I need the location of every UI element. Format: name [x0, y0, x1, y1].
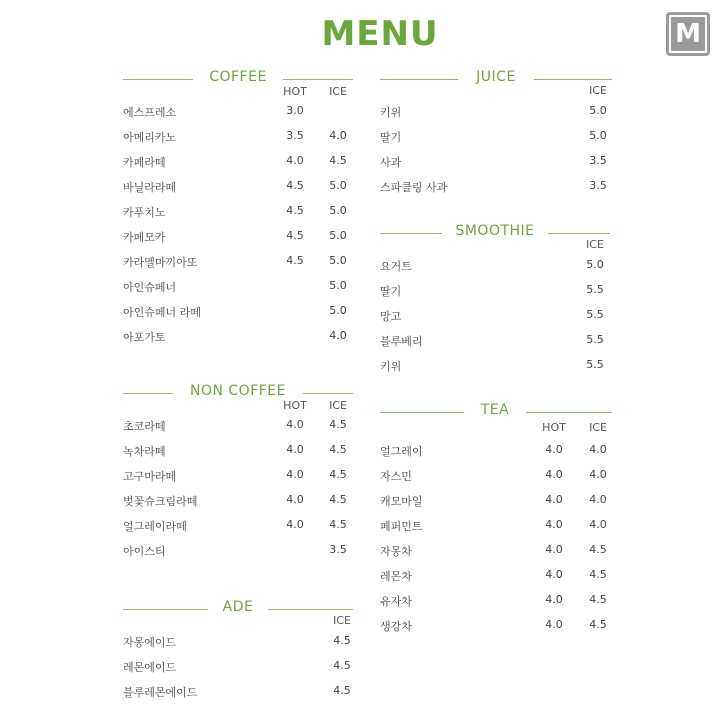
- hot-price: 4.0: [545, 593, 563, 606]
- ice-price: 4.0: [589, 443, 607, 456]
- menu-item-name: 자몽에이드: [123, 636, 177, 649]
- menu-item-row: [123, 279, 353, 297]
- ice-price: 5.0: [329, 204, 347, 217]
- ice-price: 4.5: [589, 618, 607, 631]
- hot-price: 4.5: [286, 229, 304, 242]
- ice-price: 5.5: [586, 308, 604, 321]
- logo-letter: M: [671, 17, 705, 51]
- menu-item-name: 키위: [380, 360, 402, 373]
- menu-item-name: 사과: [380, 156, 402, 169]
- ade-section: [123, 598, 353, 708]
- divider: [283, 79, 353, 80]
- hot-price: 4.0: [286, 518, 304, 531]
- menu-item-name: 자스민: [380, 470, 412, 483]
- menu-item-name: 카페라떼: [123, 156, 166, 169]
- menu-item-row: [380, 493, 612, 511]
- menu-title: MENU: [321, 14, 439, 54]
- menu-item-name: 카푸치노: [123, 206, 166, 219]
- tea-title: TEA: [480, 402, 510, 418]
- menu-item-row: [380, 333, 610, 351]
- ice-column-header: ICE: [589, 421, 607, 434]
- menu-item-row: [380, 129, 612, 147]
- menu-item-name: 고구마라떼: [123, 470, 177, 483]
- menu-item-row: [380, 618, 612, 636]
- menu-item-name: 블루레몬에이드: [123, 686, 198, 699]
- menu-item-row: [123, 468, 353, 486]
- menu-item-row: [123, 229, 353, 247]
- menu-item-row: [123, 659, 353, 677]
- divider: [534, 79, 612, 80]
- menu-item-row: [380, 443, 612, 461]
- hot-column-header: HOT: [283, 85, 307, 98]
- menu-item-row: [380, 468, 612, 486]
- hot-price: 4.0: [545, 493, 563, 506]
- divider: [123, 79, 193, 80]
- menu-item-name: 초코라떼: [123, 420, 166, 433]
- ice-price: 4.5: [333, 684, 351, 697]
- hot-price: 4.0: [545, 468, 563, 481]
- divider: [548, 233, 610, 234]
- hot-price: 4.0: [286, 154, 304, 167]
- menu-item-name: 얼그레이라떼: [123, 520, 187, 533]
- ice-column-header: ICE: [589, 84, 607, 97]
- m-logo-icon: [666, 12, 710, 56]
- ice-price: 5.5: [586, 358, 604, 371]
- ice-price: 4.0: [329, 329, 347, 342]
- menu-item-row: [123, 543, 353, 561]
- hot-price: 4.0: [545, 443, 563, 456]
- menu-item-name: 키위: [380, 106, 402, 119]
- divider: [526, 412, 612, 413]
- menu-item-row: [123, 129, 353, 147]
- menu-item-name: 생강차: [380, 620, 412, 633]
- ice-price: 4.0: [589, 468, 607, 481]
- menu-item-name: 아인슈페너: [123, 281, 177, 294]
- hot-price: 4.0: [286, 493, 304, 506]
- hot-price: 3.5: [286, 129, 304, 142]
- menu-item-name: 자몽차: [380, 545, 412, 558]
- menu-item-row: [380, 518, 612, 536]
- menu-item-row: [123, 304, 353, 322]
- menu-item-name: 녹차라떼: [123, 445, 166, 458]
- divider: [123, 393, 173, 394]
- menu-item-row: [380, 568, 612, 586]
- divider: [268, 609, 353, 610]
- divider: [380, 233, 442, 234]
- menu-item-name: 망고: [380, 310, 402, 323]
- hot-price: 4.0: [545, 618, 563, 631]
- ice-price: 4.5: [333, 634, 351, 647]
- ice-column-header: ICE: [329, 85, 347, 98]
- menu-item-name: 아인슈페너 라떼: [123, 306, 201, 319]
- menu-item-row: [380, 358, 610, 376]
- hot-price: 4.5: [286, 179, 304, 192]
- ice-column-header: ICE: [329, 399, 347, 412]
- ice-price: 4.5: [329, 518, 347, 531]
- ice-price: 4.5: [333, 659, 351, 672]
- menu-item-name: 딸기: [380, 131, 402, 144]
- menu-item-row: [380, 104, 612, 122]
- hot-price: 3.0: [286, 104, 304, 117]
- non-coffee-section: [123, 382, 353, 562]
- hot-price: 4.0: [545, 543, 563, 556]
- smoothie-title: SMOOTHIE: [455, 223, 535, 239]
- menu-item-name: 유자차: [380, 595, 412, 608]
- menu-item-name: 바닐라라떼: [123, 181, 177, 194]
- menu-item-row: [380, 154, 612, 172]
- ade-title: ADE: [222, 599, 254, 615]
- menu-item-row: [380, 179, 612, 197]
- menu-item-name: 페퍼민트: [380, 520, 423, 533]
- hot-column-header: HOT: [542, 421, 566, 434]
- ice-price: 5.0: [329, 304, 347, 317]
- menu-item-row: [123, 179, 353, 197]
- ade-header: [123, 598, 353, 620]
- ice-price: 5.0: [589, 104, 607, 117]
- hot-column-header: HOT: [283, 399, 307, 412]
- ice-price: 4.5: [329, 154, 347, 167]
- ice-price: 5.5: [586, 333, 604, 346]
- ice-price: 3.5: [589, 154, 607, 167]
- menu-item-name: 아메리카노: [123, 131, 177, 144]
- menu-item-name: 얼그레이: [380, 445, 423, 458]
- smoothie-section: [380, 222, 610, 382]
- non-coffee-title: NON COFFEE: [189, 383, 286, 399]
- coffee-section: [123, 68, 353, 358]
- ice-price: 5.5: [586, 283, 604, 296]
- ice-price: 5.0: [329, 254, 347, 267]
- menu-item-row: [123, 443, 353, 461]
- ice-price: 4.0: [329, 129, 347, 142]
- menu-item-name: 아포가토: [123, 331, 166, 344]
- ice-price: 4.5: [329, 493, 347, 506]
- menu-item-name: 딸기: [380, 285, 402, 298]
- menu-item-name: 스파클링 사과: [380, 181, 448, 194]
- ice-column-header: ICE: [333, 614, 351, 627]
- tea-section: [380, 401, 612, 641]
- menu-item-name: 카라멜마끼아또: [123, 256, 198, 269]
- menu-item-row: [123, 418, 353, 436]
- hot-price: 4.0: [286, 443, 304, 456]
- menu-item-name: 요거트: [380, 260, 412, 273]
- ice-price: 5.0: [329, 179, 347, 192]
- coffee-title: COFFEE: [209, 69, 267, 85]
- menu-item-row: [123, 493, 353, 511]
- ice-price: 4.5: [589, 543, 607, 556]
- divider: [380, 79, 458, 80]
- ice-price: 4.0: [589, 518, 607, 531]
- menu-item-row: [123, 104, 353, 122]
- menu-item-name: 레몬에이드: [123, 661, 177, 674]
- menu-item-name: 벚꽃슈크림라떼: [123, 495, 198, 508]
- menu-item-name: 아이스티: [123, 545, 166, 558]
- ice-price: 3.5: [329, 543, 347, 556]
- ice-price: 5.0: [586, 258, 604, 271]
- ice-price: 4.5: [589, 593, 607, 606]
- ice-price: 4.5: [329, 443, 347, 456]
- menu-item-row: [380, 308, 610, 326]
- tea-header: [380, 401, 612, 423]
- menu-item-row: [123, 254, 353, 272]
- menu-item-name: 에스프레소: [123, 106, 177, 119]
- ice-column-header: ICE: [586, 238, 604, 251]
- juice-title: JUICE: [476, 69, 516, 85]
- divider: [123, 609, 208, 610]
- menu-item-row: [123, 684, 353, 702]
- ice-price: 3.5: [589, 179, 607, 192]
- ice-price: 4.0: [589, 493, 607, 506]
- menu-item-name: 레몬차: [380, 570, 412, 583]
- menu-item-row: [380, 543, 612, 561]
- hot-price: 4.5: [286, 204, 304, 217]
- menu-item-row: [380, 593, 612, 611]
- ice-price: 4.5: [329, 418, 347, 431]
- menu-item-name: 블루베리: [380, 335, 423, 348]
- menu-item-row: [380, 283, 610, 301]
- menu-item-row: [123, 154, 353, 172]
- menu-item-name: 캐모마일: [380, 495, 423, 508]
- ice-price: 4.5: [329, 468, 347, 481]
- ice-price: 5.0: [329, 279, 347, 292]
- hot-price: 4.0: [286, 468, 304, 481]
- menu-item-row: [123, 634, 353, 652]
- menu-item-row: [380, 258, 610, 276]
- hot-price: 4.0: [545, 518, 563, 531]
- hot-price: 4.5: [286, 254, 304, 267]
- divider: [303, 393, 353, 394]
- hot-price: 4.0: [545, 568, 563, 581]
- menu-item-row: [123, 329, 353, 347]
- menu-item-name: 카페모카: [123, 231, 166, 244]
- ice-price: 5.0: [329, 229, 347, 242]
- hot-price: 4.0: [286, 418, 304, 431]
- ice-price: 4.5: [589, 568, 607, 581]
- ice-price: 5.0: [589, 129, 607, 142]
- divider: [380, 412, 464, 413]
- menu-item-row: [123, 204, 353, 222]
- juice-section: [380, 68, 612, 208]
- menu-item-row: [123, 518, 353, 536]
